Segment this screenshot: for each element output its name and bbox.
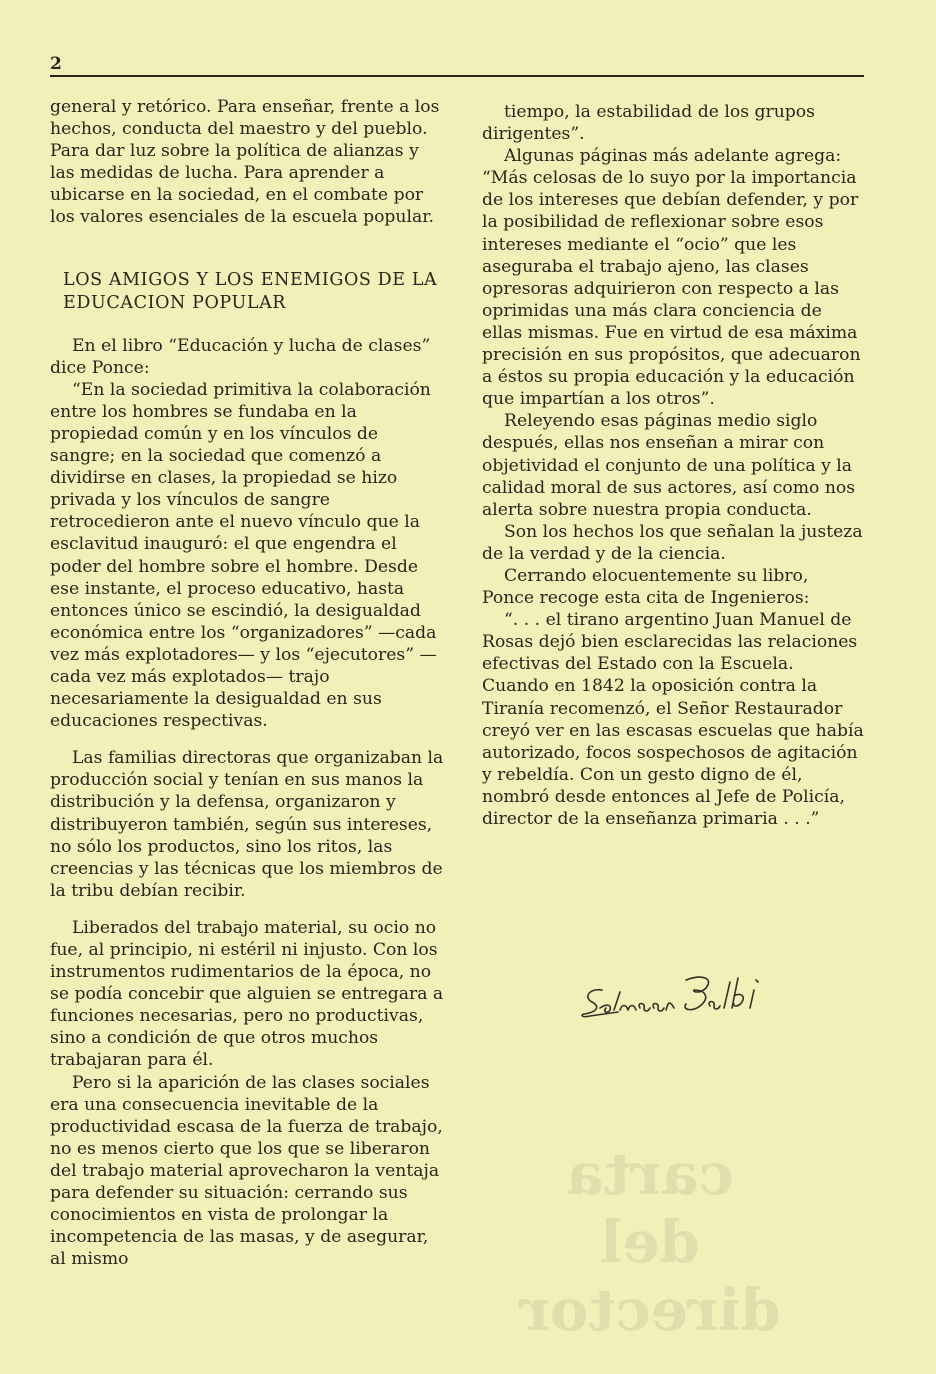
paragraph: general y retórico. Para enseñar, frente a los hechos, conducta del maestro y del pueblo. Para dar luz sobre la política de alianzas y las medidas de lucha. Para aprender a ubicarse en la sociedad, en el combate por los valores esenciales de la escuela popular. <box>50 97 440 228</box>
header-rule <box>50 75 864 77</box>
handwritten-signature <box>578 968 788 1020</box>
paragraph: Releyendo esas páginas medio siglo después, ellas nos enseñan a mirar con objetividad el conjunto de una política y la calidad moral de sus actores, así como nos alerta sobre nuestra propia conducta. <box>482 411 856 520</box>
section-heading: LOS AMIGOS Y LOS ENEMIGOS DE LA EDUCACION POPULAR <box>63 269 438 313</box>
paragraph: En el libro “Educación y lucha de clases” dice Ponce: <box>50 335 431 378</box>
paragraph: Algunas páginas más adelante agrega: <box>504 146 842 167</box>
bleed-through-line: director <box>519 1276 781 1344</box>
page-number: 2 <box>50 54 62 74</box>
paragraph: Son los hechos los que señalan la justeza de la verdad y de la ciencia. <box>482 521 863 564</box>
paragraph: Pero si la aparición de las clases sociales era una consecuencia inevitable de la productividad escasa de la fuerza de trabajo, no es menos cierto que los que se liberaron del trabajo material aprovecharon la ventaja para defender su situación: cerrando sus conocimientos en vista de prolongar la incompetencia de las masas, y de asegurar, al mismo <box>50 1072 443 1270</box>
paragraph: Las familias directoras que organizaban la producción social y tenían en sus manos la distribución y la defensa, organizaron y distribuyeron también, según sus intereses, no sólo los productos, sino los ritos, las creencias y las técnicas que los miembros de la tribu debían recibir. <box>50 748 444 901</box>
quote-paragraph: “En la sociedad primitiva la colaboración entre los hombres se fundaba en la propiedad común y en los vínculos de sangre; en la sociedad que comenzó a dividirse en clases, la propiedad se hizo privada y los vínculos de sangre retrocedieron ante el nuevo vínculo que la esclavitud inauguró: el que engendra el poder del hombre sobre el hombre. Desde ese instante, el proceso educativo, hasta entonces único se escindió, la desigualdad económica entre los “organizadores” —cada vez más explotadores— y los “ejecutores” —cada vez más explotados— trajo necesariamente la desigualdad en sus educaciones respectivas. <box>50 379 437 732</box>
bleed-through-line: carta <box>566 1140 734 1208</box>
left-column <box>50 96 445 1270</box>
paragraph: Cerrando elocuentemente su libro, Ponce recoge esta cita de Ingenieros: <box>482 565 810 609</box>
bleed-through-line: del <box>600 1208 700 1276</box>
paragraph: tiempo, la estabilidad de los grupos dirigentes”. <box>482 102 815 145</box>
quote-paragraph: “Más celosas de lo suyo por la importancia de los intereses que debían defender, y por la posibilidad de reflexionar sobre esos intereses mediante el “ocio” que les aseguraba el trabajo ajeno, las clases opresoras adquirieron con respecto a las oprimidas una más clara conciencia de ellas mismas. Fue en virtud de esa máxima precisión en sus propósitos, que adecuaron a éstos su propia educación y la educación que impartían a los otros”. <box>482 168 861 410</box>
paragraph: Liberados del trabajo material, su ocio no fue, al principio, ni estéril ni injusto. Con los instrumentos rudimentarios de la época, no se podía concebir que alguien se entregara a funciones necesarias, pero no productivas, sino a condición de que otros muchos trabajaran para él. <box>50 917 444 1071</box>
bleed-through-text <box>440 1140 860 1344</box>
right-column <box>482 101 864 830</box>
quote-paragraph: “. . . el tirano argentino Juan Manuel de Rosas dejó bien esclarecidas las relaciones efectivas del Estado con la Escuela. Cuando en 1842 la oposición contra la Tiranía recomenzó, el Señor Restaurador creyó ver en las escasas escuelas que había autorizado, focos sospechosos de agitación y rebeldía. Con un gesto digno de él, nombró desde entonces al Jefe de Policía, director de la enseñanza primaria . . .” <box>482 610 864 829</box>
